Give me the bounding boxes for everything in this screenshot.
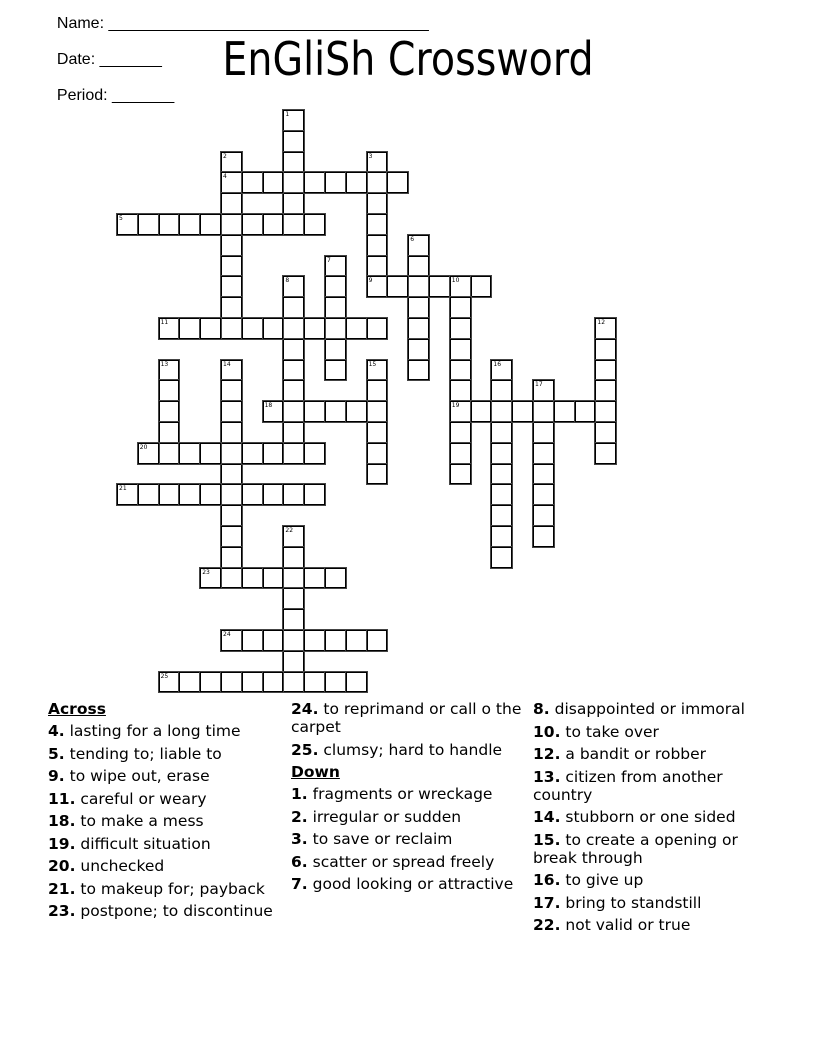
- grid-cell[interactable]: [595, 339, 616, 360]
- grid-cell[interactable]: [117, 214, 138, 235]
- grid-cell[interactable]: [283, 526, 304, 547]
- clue-down-7: 7. good looking or attractive: [291, 875, 514, 893]
- grid-cell[interactable]: [367, 443, 388, 464]
- grid-cell[interactable]: [367, 276, 388, 297]
- grid-cell[interactable]: [221, 505, 242, 526]
- cell-number: 25: [160, 672, 169, 680]
- grid-cell[interactable]: [367, 214, 388, 235]
- grid-cell[interactable]: [159, 360, 180, 381]
- grid-cell[interactable]: [512, 401, 533, 422]
- grid-cell[interactable]: [595, 318, 616, 339]
- period-field[interactable]: Period: _______: [56, 87, 175, 104]
- date-field[interactable]: Date: _______: [56, 51, 162, 68]
- clue-down-8: 8. disappointed or immoral: [533, 700, 745, 718]
- grid-cell[interactable]: [159, 401, 180, 422]
- cell-number: 24: [223, 631, 231, 638]
- grid-cell[interactable]: [283, 609, 304, 630]
- grid-cell[interactable]: [221, 464, 242, 485]
- grid-cell[interactable]: [159, 443, 180, 464]
- clues-column-1: [48, 700, 283, 925]
- clues-column-2: [291, 700, 526, 898]
- cell-number: 23: [202, 568, 210, 576]
- grid-cell[interactable]: [221, 484, 242, 505]
- grid-cell[interactable]: [408, 297, 429, 318]
- clue-across-18: 18. to make a mess: [48, 812, 204, 830]
- grid-cell[interactable]: [283, 484, 304, 505]
- cell-number: 7: [327, 256, 331, 264]
- clue-across-25: 25. clumsy; hard to handle: [291, 740, 503, 759]
- grid-cell[interactable]: [408, 235, 429, 256]
- grid-cell[interactable]: [304, 672, 325, 693]
- grid-cell[interactable]: [450, 318, 471, 339]
- cell-number: 22: [285, 527, 294, 534]
- grid-cell[interactable]: [533, 464, 554, 485]
- grid-cell[interactable]: [200, 672, 221, 693]
- grid-cell[interactable]: [283, 172, 304, 193]
- clue-down-15: 15. to create a opening or break through: [533, 830, 738, 867]
- down-heading: Down: [291, 763, 340, 781]
- grid-cell[interactable]: [367, 380, 388, 401]
- grid-cell[interactable]: [283, 422, 304, 443]
- cell-number: 8: [285, 277, 290, 285]
- grid-cell[interactable]: [242, 443, 263, 464]
- grid-cell[interactable]: [159, 214, 180, 235]
- grid-cell[interactable]: [263, 484, 284, 505]
- grid-cell[interactable]: [283, 443, 304, 464]
- grid-cell[interactable]: [450, 360, 471, 381]
- grid-cell[interactable]: [221, 630, 242, 651]
- grid-cell[interactable]: [304, 318, 325, 339]
- grid-cell[interactable]: [159, 484, 180, 505]
- grid-cell[interactable]: [242, 568, 263, 589]
- grid-cell[interactable]: [325, 276, 346, 297]
- grid-cell[interactable]: [138, 484, 159, 505]
- grid-cell[interactable]: [221, 172, 242, 193]
- clue-down-1: 1. fragments or wreckage: [291, 785, 493, 803]
- grid-cell[interactable]: [221, 214, 242, 235]
- grid-cell[interactable]: [117, 484, 138, 505]
- grid-cell[interactable]: [450, 443, 471, 464]
- grid-cell[interactable]: [491, 484, 512, 505]
- grid-cell[interactable]: [283, 360, 304, 381]
- grid-cell[interactable]: [200, 484, 221, 505]
- grid-cell[interactable]: [408, 339, 429, 360]
- clue-across-4: 4. lasting for a long time: [48, 722, 241, 740]
- grid-cell[interactable]: [179, 443, 200, 464]
- grid-cell[interactable]: [242, 630, 263, 651]
- grid-cell[interactable]: [367, 360, 388, 381]
- grid-cell[interactable]: [575, 401, 596, 422]
- grid-cell[interactable]: [325, 401, 346, 422]
- grid-cell[interactable]: [533, 422, 554, 443]
- clue-down-10: 10. to take over: [533, 722, 659, 741]
- grid-cell[interactable]: [283, 672, 304, 693]
- grid-cell[interactable]: [387, 172, 408, 193]
- grid-cell[interactable]: [595, 422, 616, 443]
- grid-cell[interactable]: [491, 526, 512, 547]
- grid-cell[interactable]: [491, 547, 512, 568]
- grid-cell[interactable]: [283, 276, 304, 297]
- grid-cell[interactable]: [304, 443, 325, 464]
- cell-number: 2: [223, 152, 227, 160]
- grid-cell[interactable]: [408, 276, 429, 297]
- grid-cell[interactable]: [533, 526, 554, 547]
- grid-cell[interactable]: [263, 318, 284, 339]
- grid-cell[interactable]: [408, 256, 429, 277]
- grid-cell[interactable]: [450, 422, 471, 443]
- grid-cell[interactable]: [325, 297, 346, 318]
- grid-cell[interactable]: [221, 318, 242, 339]
- clue-down-2: 2. irregular or sudden: [291, 807, 462, 826]
- grid-cell[interactable]: [221, 422, 242, 443]
- grid-cell[interactable]: [325, 568, 346, 589]
- grid-cell[interactable]: [367, 318, 388, 339]
- clue-across-23: 23. postpone; to discontinue: [48, 902, 273, 920]
- grid-cell[interactable]: [325, 630, 346, 651]
- grid-cell[interactable]: [367, 172, 388, 193]
- grid-cell[interactable]: [283, 568, 304, 589]
- grid-cell[interactable]: [304, 484, 325, 505]
- clue-down-6: 6. scatter or spread freely: [291, 852, 495, 871]
- grid-cell[interactable]: [263, 214, 284, 235]
- grid-cell[interactable]: [283, 110, 304, 131]
- cell-number: 15: [368, 360, 377, 368]
- grid-cell[interactable]: [450, 380, 471, 401]
- grid-cell[interactable]: [346, 672, 367, 693]
- grid-cell[interactable]: [283, 401, 304, 422]
- cell-number: 12: [597, 319, 606, 326]
- grid-cell[interactable]: [283, 193, 304, 214]
- grid-cell[interactable]: [242, 172, 263, 193]
- clue-across-21: 21. to makeup for; payback: [48, 879, 265, 898]
- grid-cell[interactable]: [179, 672, 200, 693]
- grid-cell[interactable]: [283, 588, 304, 609]
- grid-cell[interactable]: [179, 484, 200, 505]
- grid-cell[interactable]: [367, 401, 388, 422]
- clue-across-20: 20. unchecked: [48, 857, 165, 875]
- clue-down-17: 17. bring to standstill: [533, 893, 702, 912]
- grid-cell[interactable]: [367, 152, 388, 173]
- cell-number: 5: [119, 215, 123, 222]
- cell-number: 1: [285, 111, 290, 118]
- clue-down-16: 16. to give up: [533, 871, 644, 889]
- grid-cell[interactable]: [367, 464, 388, 485]
- grid-cell[interactable]: [221, 360, 242, 381]
- grid-cell[interactable]: [346, 630, 367, 651]
- grid-cell[interactable]: [408, 318, 429, 339]
- grid-cell[interactable]: [367, 193, 388, 214]
- cell-number: 3: [368, 152, 373, 160]
- grid-cell[interactable]: [304, 214, 325, 235]
- cell-number: 21: [119, 485, 127, 493]
- grid-cell[interactable]: [491, 380, 512, 401]
- grid-cell[interactable]: [595, 443, 616, 464]
- grid-cell[interactable]: [595, 380, 616, 401]
- grid-cell[interactable]: [221, 672, 242, 693]
- grid-cell[interactable]: [325, 172, 346, 193]
- clue-down-14: 14. stubborn or one sided: [533, 808, 736, 826]
- grid-cell[interactable]: [387, 276, 408, 297]
- grid-cell[interactable]: [325, 360, 346, 381]
- grid-cell[interactable]: [367, 235, 388, 256]
- clue-down-22: 22. not valid or true: [533, 916, 691, 934]
- grid-cell[interactable]: [491, 401, 512, 422]
- grid-cell[interactable]: [221, 276, 242, 297]
- cell-number: 10: [451, 277, 460, 285]
- grid-cell[interactable]: [325, 256, 346, 277]
- grid-cell[interactable]: [242, 672, 263, 693]
- crossword-grid: [117, 110, 637, 695]
- grid-cell[interactable]: [159, 422, 180, 443]
- grid-cell[interactable]: [221, 152, 242, 173]
- grid-cell[interactable]: [221, 256, 242, 277]
- grid-cell[interactable]: [242, 214, 263, 235]
- grid-cell[interactable]: [200, 568, 221, 589]
- grid-cell[interactable]: [242, 318, 263, 339]
- grid-cell[interactable]: [283, 152, 304, 173]
- clue-down-13: 13. citizen from another country: [533, 767, 723, 804]
- across-heading: Across: [48, 700, 106, 718]
- grid-cell[interactable]: [263, 443, 284, 464]
- grid-cell[interactable]: [533, 443, 554, 464]
- cell-number: 20: [139, 443, 148, 451]
- grid-cell[interactable]: [346, 172, 367, 193]
- clue-across-19: 19. difficult situation: [48, 834, 211, 853]
- grid-cell[interactable]: [283, 297, 304, 318]
- grid-cell[interactable]: [346, 401, 367, 422]
- grid-cell[interactable]: [283, 318, 304, 339]
- grid-cell[interactable]: [554, 401, 575, 422]
- grid-cell[interactable]: [491, 422, 512, 443]
- grid-cell[interactable]: [263, 172, 284, 193]
- grid-cell[interactable]: [491, 464, 512, 485]
- grid-cell[interactable]: [200, 318, 221, 339]
- clue-down-12: 12. a bandit or robber: [533, 745, 707, 763]
- grid-cell[interactable]: [595, 360, 616, 381]
- grid-cell[interactable]: [325, 672, 346, 693]
- grid-cell[interactable]: [491, 360, 512, 381]
- grid-cell[interactable]: [471, 276, 492, 297]
- grid-cell[interactable]: [491, 443, 512, 464]
- grid-cell[interactable]: [159, 380, 180, 401]
- cell-number: 11: [160, 319, 169, 326]
- grid-cell[interactable]: [533, 380, 554, 401]
- grid-cell[interactable]: [200, 214, 221, 235]
- grid-cell[interactable]: [283, 380, 304, 401]
- cell-number: 9: [368, 277, 373, 285]
- cell-number: 16: [493, 360, 502, 368]
- name-field[interactable]: Name: ____________________________________: [56, 15, 429, 32]
- grid-cell[interactable]: [221, 547, 242, 568]
- cell-number: 13: [160, 360, 169, 368]
- grid-cell[interactable]: [138, 214, 159, 235]
- grid-cell[interactable]: [263, 568, 284, 589]
- clue-across-24: 24. to reprimand or call o the carpet: [291, 700, 522, 736]
- grid-cell[interactable]: [533, 484, 554, 505]
- grid-cell[interactable]: [263, 401, 284, 422]
- grid-cell[interactable]: [533, 505, 554, 526]
- grid-cell[interactable]: [242, 484, 263, 505]
- grid-cell[interactable]: [325, 318, 346, 339]
- grid-cell[interactable]: [471, 401, 492, 422]
- clues-column-3: [533, 700, 773, 939]
- grid-cell[interactable]: [263, 672, 284, 693]
- grid-cell[interactable]: [450, 339, 471, 360]
- grid-cell[interactable]: [367, 256, 388, 277]
- page-title: EnGliSh Crossword: [222, 32, 594, 86]
- grid-cell[interactable]: [179, 318, 200, 339]
- grid-cell[interactable]: [304, 630, 325, 651]
- grid-cell[interactable]: [595, 401, 616, 422]
- cell-number: 17: [535, 381, 543, 389]
- grid-cell[interactable]: [221, 297, 242, 318]
- grid-cell[interactable]: [221, 568, 242, 589]
- grid-cell[interactable]: [325, 339, 346, 360]
- cell-number: 14: [223, 360, 231, 368]
- grid-cell[interactable]: [283, 547, 304, 568]
- clue-across-9: 9. to wipe out, erase: [48, 767, 210, 785]
- grid-cell[interactable]: [159, 672, 180, 693]
- grid-cell[interactable]: [200, 443, 221, 464]
- grid-cell[interactable]: [283, 131, 304, 152]
- cell-number: 6: [410, 235, 415, 243]
- grid-cell[interactable]: [283, 630, 304, 651]
- grid-cell[interactable]: [450, 464, 471, 485]
- grid-cell[interactable]: [408, 360, 429, 381]
- grid-cell[interactable]: [346, 318, 367, 339]
- grid-cell[interactable]: [221, 443, 242, 464]
- grid-cell[interactable]: [304, 568, 325, 589]
- grid-cell[interactable]: [179, 214, 200, 235]
- grid-cell[interactable]: [221, 526, 242, 547]
- cell-number: 19: [451, 402, 460, 410]
- grid-cell[interactable]: [450, 297, 471, 318]
- grid-cell[interactable]: [367, 422, 388, 443]
- grid-cell[interactable]: [450, 276, 471, 297]
- grid-cell[interactable]: [221, 401, 242, 422]
- grid-cell[interactable]: [533, 401, 554, 422]
- cell-number: 18: [264, 402, 273, 410]
- grid-cell[interactable]: [450, 401, 471, 422]
- grid-cell[interactable]: [429, 276, 450, 297]
- grid-cell[interactable]: [283, 339, 304, 360]
- grid-cell[interactable]: [263, 630, 284, 651]
- grid-cell[interactable]: [304, 401, 325, 422]
- clue-down-3: 3. to save or reclaim: [291, 830, 453, 848]
- grid-cell[interactable]: [221, 193, 242, 214]
- grid-cell[interactable]: [221, 380, 242, 401]
- cell-number: 4: [223, 173, 227, 181]
- grid-cell[interactable]: [304, 172, 325, 193]
- grid-cell[interactable]: [159, 318, 180, 339]
- clue-across-5: 5. tending to; liable to: [48, 744, 222, 763]
- grid-cell[interactable]: [283, 651, 304, 672]
- grid-cell[interactable]: [491, 505, 512, 526]
- clue-across-11: 11. careful or weary: [48, 789, 207, 808]
- grid-cell[interactable]: [221, 235, 242, 256]
- grid-cell[interactable]: [283, 214, 304, 235]
- grid-cell[interactable]: [367, 630, 388, 651]
- grid-cell[interactable]: [138, 443, 159, 464]
